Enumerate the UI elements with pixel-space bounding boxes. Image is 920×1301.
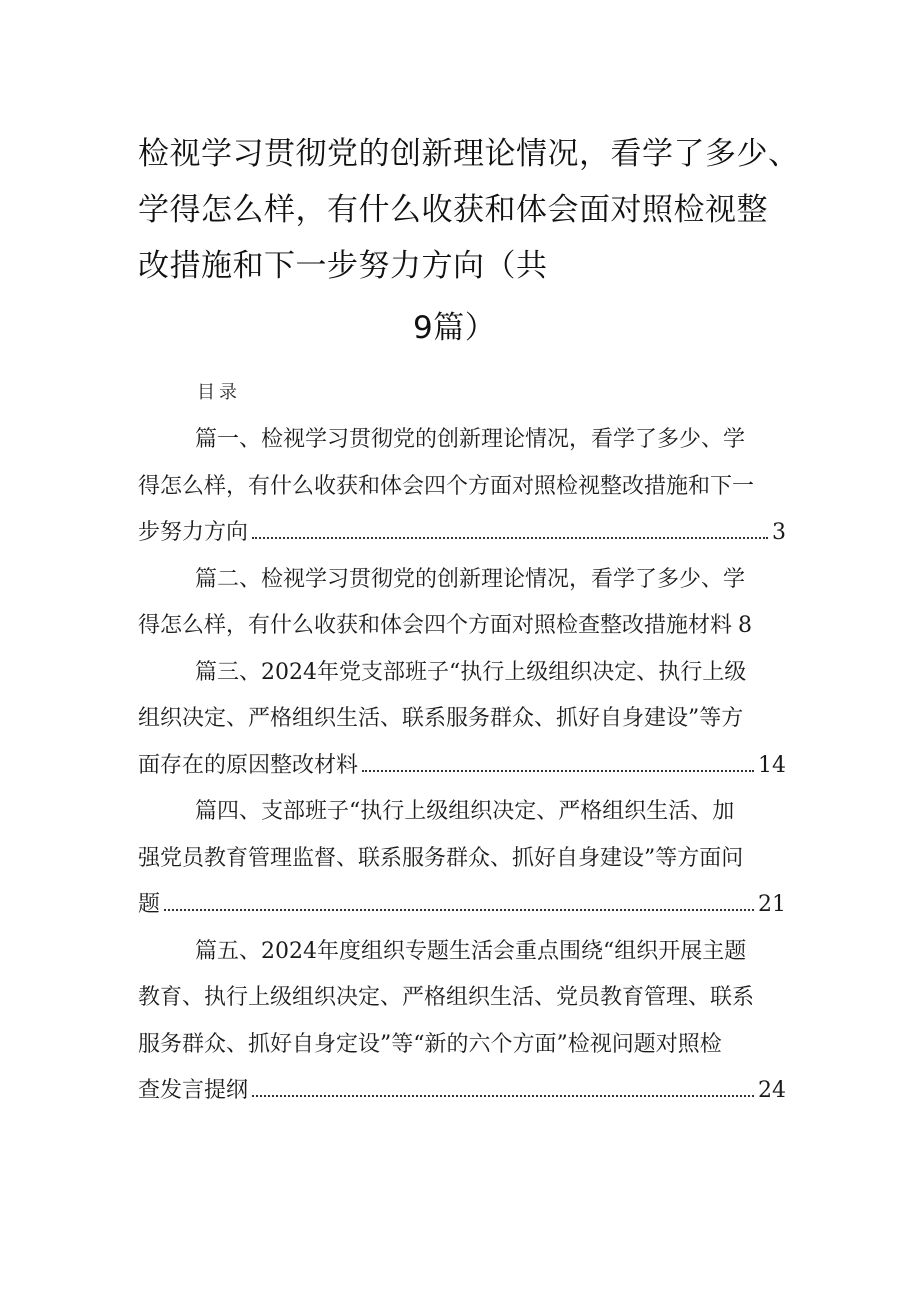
toc-entry-last-line: 得怎么样，有什么收获和体会四个方面对照检查整改措施材料 8 (138, 613, 753, 638)
table-of-contents (138, 422, 786, 1120)
title-line-2: 学得怎么样，有什么收获和体会面对照检视整 (138, 192, 768, 228)
toc-entry-line: 篇三、2024年党支部班子“执行上级组织决定、执行上级 (195, 659, 747, 685)
toc-entry-line: 篇四、支部班子“执行上级组织决定、严格组织生活、加 (195, 799, 735, 824)
toc-entry-line: 得怎么样，有什么收获和体会四个方面对照检视整改措施和下一 (138, 473, 755, 499)
toc-entry-last-line: 步努力方向 3 (138, 520, 786, 545)
toc-entry-1[interactable] (138, 422, 786, 562)
toc-entry-2[interactable] (138, 562, 786, 655)
toc-entry-line: 强党员教育管理监督、联系服务群众、抓好自身建设”等方面问 (138, 845, 744, 871)
toc-entry-line: 篇二、检视学习贯彻党的创新理论情况，看学了多少、学 (195, 566, 746, 592)
toc-entry-line: 教育、执行上级组织决定、严格组织生活、党员教育管理、联系 (138, 985, 755, 1010)
toc-entry-5[interactable] (138, 934, 786, 1120)
page-number: 8 (738, 613, 753, 638)
toc-entry-line: 篇五、2024年度组织专题生活会重点围绕“组织开展主题 (195, 938, 747, 964)
toc-entry-last-line: 题 21 (138, 892, 786, 917)
dot-leader (362, 770, 754, 772)
page-number: 21 (758, 892, 786, 917)
toc-entry-last-line: 查发言提纲 24 (138, 1078, 786, 1103)
dot-leader (252, 537, 768, 539)
toc-heading: 目录 (197, 382, 241, 403)
toc-entry-4[interactable] (138, 794, 786, 934)
toc-entry-line: 服务群众、抓好自身定设”等“新的六个方面”检视问题对照检 (138, 1031, 722, 1057)
dot-leader (164, 909, 754, 911)
toc-entry-line: 组织决定、严格组织生活、联系服务群众、抓好自身建设”等方 (138, 706, 744, 731)
title-line-1: 检视学习贯彻党的创新理论情况，看学了多少、 (138, 136, 800, 172)
toc-entry-3[interactable] (138, 655, 786, 795)
toc-entry-last-line: 面存在的原因整改材料 14 (138, 752, 786, 778)
page-number: 14 (758, 752, 786, 778)
dot-leader (252, 1095, 754, 1097)
page-number: 3 (772, 520, 786, 545)
title-line-3: 改措施和下一步努力方向（共 (138, 248, 548, 284)
title-line-4: 9篇） (413, 310, 497, 346)
toc-entry-line: 篇一、检视学习贯彻党的创新理论情况，看学了多少、学 (195, 427, 746, 452)
document-title (138, 126, 798, 356)
page-number: 24 (758, 1078, 786, 1103)
